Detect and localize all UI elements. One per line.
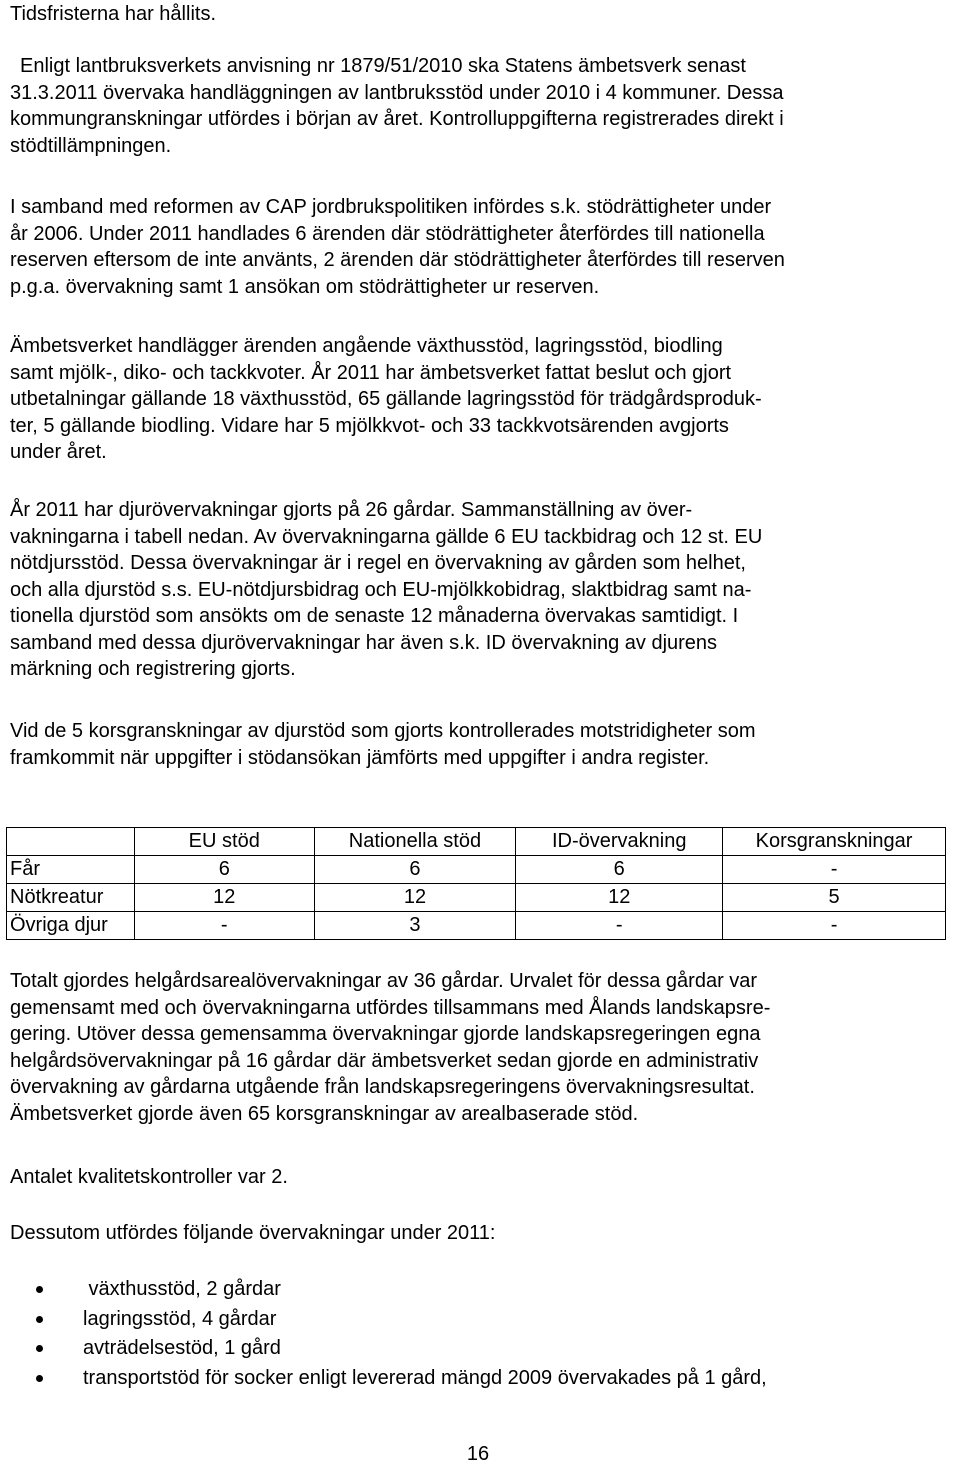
- table-header-row: [7, 828, 946, 856]
- list-item: [10, 1364, 918, 1394]
- table-row-label: Nötkreatur: [7, 884, 135, 912]
- list-item-text: växthusstöd, 2 gårdar: [83, 1278, 281, 1300]
- text-line: Enligt lantbruksverkets anvisning nr 1879/51/2010 ska Statens ämbetsverk senast: [20, 55, 746, 77]
- table-cell: 5: [723, 884, 946, 912]
- text-line: Tidsfristerna har hållits.: [10, 3, 216, 25]
- text-line: Antalet kvalitetskontroller var 2.: [10, 1166, 288, 1188]
- text-line: nötdjursstöd. Dessa övervakningar är i regel en övervakning av gården som helhet,: [10, 552, 746, 574]
- text-line: Totalt gjordes helgårdsarealövervakningar av 36 gårdar. Urvalet för dessa gårdar var: [10, 970, 758, 992]
- text-line: 31.3.2011 övervaka handläggningen av lantbruksstöd under 2010 i 4 kommuner. Dessa: [10, 81, 784, 104]
- bullet-icon: [36, 1316, 43, 1323]
- bullet-icon: [36, 1345, 43, 1352]
- table-header-cell: Korsgranskningar: [723, 828, 946, 856]
- page-number: 16: [466, 1443, 490, 1465]
- monitoring-table: [6, 827, 946, 940]
- table-cell: 6: [516, 856, 723, 884]
- paragraph-municipal-audits: [10, 53, 918, 159]
- text-line: samband med dessa djurövervakningar har även s.k. ID övervakning av djurens: [10, 631, 718, 654]
- table-row: [7, 856, 946, 884]
- text-line: Vid de 5 korsgranskningar av djurstöd som gjorts kontrollerades motstridigheter som: [10, 720, 756, 742]
- table-row: [7, 912, 946, 940]
- text-line: Dessutom utfördes följande övervakningar under 2011:: [10, 1222, 496, 1244]
- text-line: ter, 5 gällande biodling. Vidare har 5 mjölkkvot- och 33 tackkvotsärenden avgjorts: [10, 414, 729, 437]
- table-cell: 12: [516, 884, 723, 912]
- text-line: År 2011 har djurövervakningar gjorts på 26 gårdar. Sammanställning av över-: [10, 499, 693, 521]
- list-item-text: lagringsstöd, 4 gårdar: [83, 1307, 277, 1330]
- table-cell: -: [723, 856, 946, 884]
- text-line: övervakning av gårdarna utgående från landskapsregeringens övervakningsresultat.: [10, 1076, 755, 1098]
- list-item-text: transportstöd för socker enligt levererad mängd 2009 övervakades på 1 gård,: [83, 1366, 767, 1389]
- paragraph-cap-reform: [10, 194, 918, 300]
- text-line: framkommit när uppgifter i stödansökan jämförts med uppgifter i andra register.: [10, 746, 710, 769]
- table-cell: -: [134, 912, 314, 940]
- text-line: under året.: [10, 441, 107, 463]
- table-row: [7, 884, 946, 912]
- text-line: år 2006. Under 2011 handlades 6 ärenden där stödrättigheter återfördes till nationella: [10, 222, 765, 245]
- paragraph-cross-checks: [10, 718, 918, 771]
- table-cell: 6: [134, 856, 314, 884]
- bullet-icon: [36, 1375, 43, 1382]
- text-line: vakningarna i tabell nedan. Av övervakningarna gällde 6 EU tackbidrag och 12 st. EU: [10, 525, 763, 548]
- paragraph-deadlines: [10, 1, 918, 28]
- table-header-cell: Nationella stöd: [314, 828, 516, 856]
- paragraph-agency-cases: [10, 333, 918, 466]
- text-line: samt mjölk-, diko- och tackkvoter. År 2011 har ämbetsverket fattat beslut och gjort: [10, 361, 732, 384]
- text-line: Ämbetsverket gjorde även 65 korsgranskningar av arealbaserade stöd.: [10, 1102, 639, 1125]
- text-line: I samband med reformen av CAP jordbrukspolitiken infördes s.k. stödrättigheter under: [10, 196, 772, 218]
- table-cell: 12: [134, 884, 314, 912]
- text-line: gering. Utöver dessa gemensamma övervakningar gjorde landskapsregeringen egna: [10, 1023, 761, 1045]
- text-line: stödtillämpningen.: [10, 134, 172, 157]
- text-line: helgårdsövervakningar på 16 gårdar där ämbetsverket sedan gjorde en administrativ: [10, 1049, 759, 1072]
- text-line: märkning och registrering gjorts.: [10, 658, 296, 680]
- list-item: [10, 1334, 918, 1364]
- list-item: [10, 1275, 918, 1305]
- table-cell: -: [516, 912, 723, 940]
- text-line: p.g.a. övervakning samt 1 ansökan om stödrättigheter ur reserven.: [10, 275, 600, 298]
- text-line: gemensamt med och övervakningarna utfördes tillsammans med Ålands landskapsre-: [10, 996, 771, 1019]
- monitoring-bullet-list: [10, 1275, 918, 1393]
- table-row-label: Får: [7, 856, 135, 884]
- paragraph-area-monitoring: [10, 968, 918, 1127]
- text-line: kommungranskningar utfördes i början av året. Kontrolluppgifterna registrerades direkt i: [10, 108, 784, 130]
- table-cell: 12: [314, 884, 516, 912]
- text-line: Ämbetsverket handlägger ärenden angående växthusstöd, lagringsstöd, biodling: [10, 335, 723, 357]
- text-line: reserven eftersom de inte använts, 2 ärenden där stödrättigheter återfördes till reserven: [10, 249, 785, 271]
- list-item-text: avträdelsestöd, 1 gård: [83, 1337, 281, 1359]
- text-line: utbetalningar gällande 18 växthusstöd, 65 gällande lagringsstöd för trädgårdsproduk-: [10, 388, 762, 410]
- paragraph-additional-monitoring-intro: [10, 1220, 918, 1247]
- paragraph-quality-controls: [10, 1164, 918, 1191]
- paragraph-animal-monitoring: [10, 497, 918, 683]
- text-line: och alla djurstöd s.s. EU-nötdjursbidrag och EU-mjölkkobidrag, slaktbidrag samt na-: [10, 578, 752, 601]
- table-header-cell: ID-övervakning: [516, 828, 723, 856]
- table-cell: -: [723, 912, 946, 940]
- bullet-icon: [36, 1286, 43, 1293]
- table-cell: 6: [314, 856, 516, 884]
- text-line: tionella djurstöd som ansökts om de senaste 12 månaderna övervakas samtidigt. I: [10, 605, 739, 627]
- list-item: [10, 1305, 918, 1335]
- table-cell: 3: [314, 912, 516, 940]
- table-header-cell: [7, 828, 135, 856]
- table-header-cell: EU stöd: [134, 828, 314, 856]
- table-row-label: Övriga djur: [7, 912, 135, 940]
